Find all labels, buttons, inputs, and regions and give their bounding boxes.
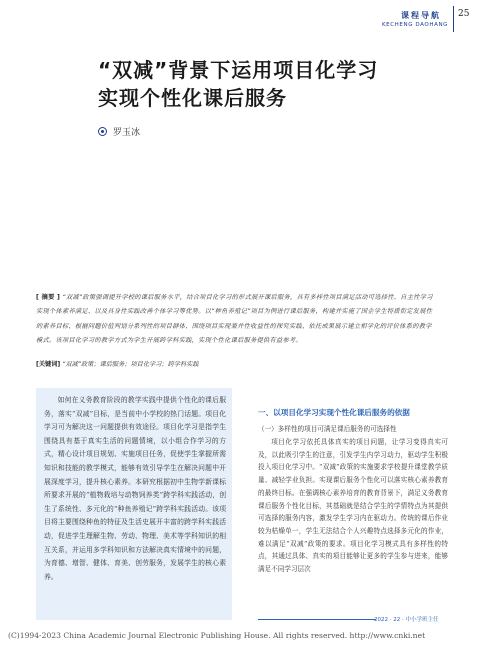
column-name-pinyin: KECHENG DAOHANG — [381, 22, 449, 28]
section-heading: 一、以项目化学习实现个性化课后服务的依据 — [258, 408, 410, 417]
page-number: 25 — [458, 9, 470, 19]
header-divider — [453, 6, 454, 32]
author-row — [98, 125, 140, 138]
copyright-notice: (C)1994-2023 China Academic Journal Electronic Publishing House. All rights reserved. http://www.cnki.net — [8, 631, 426, 640]
author-name: 罗玉冰 — [113, 128, 141, 138]
keywords-text: “双减”政策；课后服务；项目化学习；跨学科实践 — [62, 361, 199, 368]
article-title — [98, 56, 428, 112]
intro-paragraph: 如何在义务教育阶段的教学实践中提供个性化的课后服务，落实“双减”目标，是当前中小学校的热门话题。项目化学习可为解决这一问题提供有效途径。项目化学习是指学生围绕具有基于真实生活的问题情境，以小组合作学习的方式，精心设计项目规划、实施项目任务，促使学生掌握所需知识和技能的教学模式，能够有效引导学生在解决问题中开展深度学习，提升核心素养。本研究根据初中生物学新课标所要求开展的“植物栽培与动物饲养类”跨学科实践活动，创生了系统性、多元化的“种鱼养殖记”跨学科实践活动。该项目将主要围绕种鱼的特征及生活史展开丰富的跨学科实践活动，促进学生理解生物、劳动、物理、美术等学科知识的相互关系，并运用多学科知识和方法解决真实情境中的问题，为育德、增智、健体、育美、创劳服务，发展学生的核心素养。 — [44, 396, 226, 581]
subsection-heading: （一）多样性的项目可满足课后服务的可选择性 — [258, 425, 397, 433]
abstract-text: “双减”政策强调提升学校的课后服务水平，结合项目化学习的形式展开课后服务，具有多样性项目满足活动可选择性、自主性学习实现个体素养满足、以及具身性实践改善个体学习等优势。以“种鱼养殖记”项目为例进行课后服务，构建并实施了国企学生特质衔定发展性的素养目标、根据问题价值判划分系列性的项目群体、围绕项目实现兼并性收益性的探究实践、依托成果展示建立相学化的评价体系的教学模式。该项目化学习的教学方式为学生开展跨学科实践，实现个性化课后服务提供有益参考。 — [36, 294, 433, 345]
column-name: 课程导航 — [401, 11, 441, 20]
article-title-line1: “双减”背景下运用项目化学习 — [98, 58, 379, 82]
abstract — [36, 291, 438, 349]
body-paragraph: 项目化学习依托具体真实的项目问题，让学习变得真实可及，以此吸引学生的注意，引发学生内学习动力，驱动学生积极投入项目化学习中。“双减”政策的实施要求学校提升课堂教学质量、减轻学业负担。实现课后服务个性化可以落实核心素养教育的最终目标。在强调核心素养培育的教育背景下，满足义务教育课后服务个性化目标，其基础就是结合学生的学情特点为其提供可选择的服务内容，激发学生学习内在驱动力。传统的课后作业较为枯燥单一，学生无法结合个人兴趣特点选择多元化的作业，难以满足“双减”政策的要求。项目化学习模式具有多样性的特点，其通过具体、真实的项目能够让更多的学生参与进来，能够满足不同学习层次 — [258, 438, 448, 574]
author-bullet-icon — [98, 127, 107, 136]
article-title-line2: 实现个性化课后服务 — [98, 86, 287, 110]
abstract-label: [ 摘要 ] — [36, 294, 61, 301]
keywords-label: [关键词] — [36, 361, 61, 368]
issue-info: 2022 · 22 · 中小学班主任 — [374, 617, 439, 623]
keywords — [36, 360, 438, 370]
footer-divider — [258, 619, 376, 620]
